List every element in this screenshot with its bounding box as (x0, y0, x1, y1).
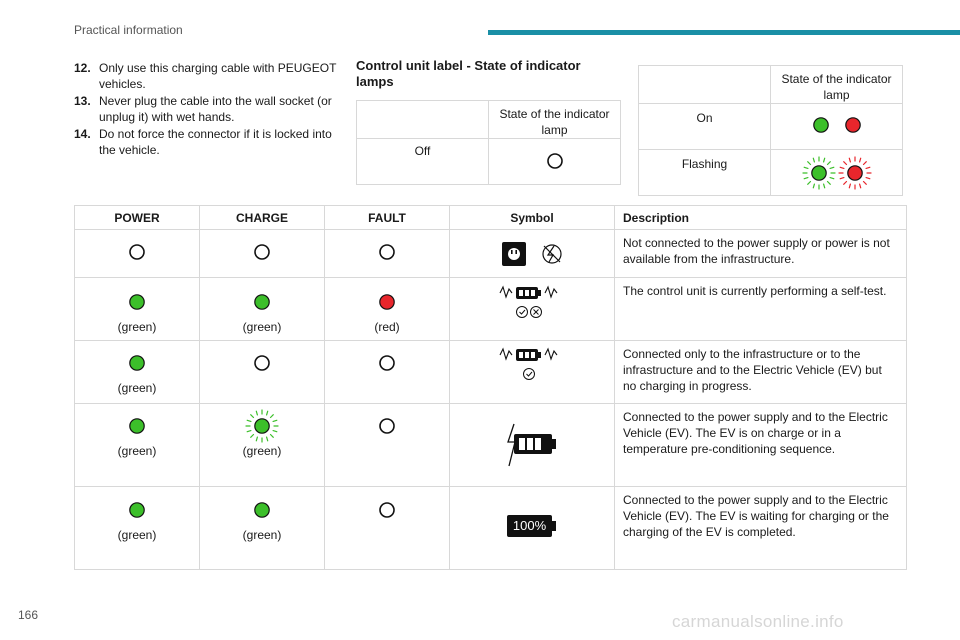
table-row (75, 230, 907, 278)
on-lamps-cell (771, 104, 903, 150)
flashing-label: Flashing (639, 150, 771, 196)
green-lamp-icon (811, 115, 831, 135)
lamp-state-header: State of the indicator lamp (489, 101, 621, 139)
header-accent-bar (488, 30, 960, 35)
lamp-color-label: (green) (117, 381, 157, 395)
description-cell: Not connected to the power supply or power is not available from the infrastructure. (615, 230, 907, 278)
symbol-cell (450, 278, 615, 341)
symbol-cell (450, 230, 615, 278)
lamp-state-header: State of the indicator lamp (771, 66, 903, 104)
lamp-off-icon (377, 242, 397, 262)
power-cell (75, 404, 200, 487)
note-number: 14. (74, 127, 91, 141)
flashing-lamps-cell (771, 150, 903, 196)
table-row (75, 278, 907, 341)
red-lamp-icon (377, 292, 397, 312)
power-cell (75, 230, 200, 278)
battery-100-percent-icon (507, 515, 557, 537)
description-cell: Connected to the power supply and to the Electric Vehicle (EV). The EV is waiting for charging or the charging of the EV is completed. (615, 487, 907, 570)
lamp-off-icon (377, 416, 397, 436)
charge-cell (200, 278, 325, 341)
battery-percentage-label: 100% (507, 515, 552, 537)
lamp-off-icon (127, 242, 147, 262)
description-cell: The control unit is currently performing a self-test. (615, 278, 907, 341)
power-cell (75, 341, 200, 404)
off-label: Off (357, 139, 489, 185)
symbol-cell (450, 341, 615, 404)
note-12 (74, 60, 346, 92)
green-lamp-icon (127, 416, 147, 436)
flashing-green-lamp-icon (802, 156, 836, 190)
power-cell (75, 487, 200, 570)
green-lamp-icon (127, 353, 147, 373)
note-text: Never plug the cable into the wall socket (or unplug it) with wet hands. (99, 94, 332, 124)
lamp-color-label: (red) (374, 320, 400, 334)
fault-cell (325, 341, 450, 404)
fault-cell (325, 404, 450, 487)
lamp-off-icon (252, 242, 272, 262)
lamp-off-table (356, 100, 621, 185)
lamp-color-label: (green) (242, 444, 282, 458)
safety-notes (74, 60, 346, 159)
description-cell: Connected to the power supply and to the Electric Vehicle (EV). The EV is on charge or in a temperature pre-conditioning sequence. (615, 404, 907, 487)
flashing-green-lamp-icon (245, 409, 279, 443)
control-unit-heading: Control unit label - State of indicator lamps (356, 58, 581, 89)
note-14 (74, 126, 346, 158)
lamp-off-icon (377, 500, 397, 520)
lamp-color-label: (green) (117, 528, 157, 542)
green-lamp-icon (127, 500, 147, 520)
empty-header-cell (357, 101, 489, 139)
lamp-color-label: (green) (117, 320, 157, 334)
fault-column-header: FAULT (325, 206, 450, 230)
lamp-color-label: (green) (242, 528, 282, 542)
table-row (75, 341, 907, 404)
symbol-cell (450, 404, 615, 487)
empty-header-cell (639, 66, 771, 104)
description-cell: Connected only to the infrastructure or to the infrastructure and to the Electric Vehicle (EV) but no charging in progress. (615, 341, 907, 404)
unplugged-plug-and-no-power-icon (500, 241, 564, 267)
lamp-off-icon (377, 353, 397, 373)
charge-cell (200, 487, 325, 570)
lamp-color-label: (green) (117, 444, 157, 458)
note-text: Do not force the connector if it is locked into the vehicle. (99, 127, 332, 157)
power-cell (75, 278, 200, 341)
on-label: On (639, 104, 771, 150)
indicator-table (74, 205, 907, 570)
fault-cell (325, 278, 450, 341)
red-lamp-icon (843, 115, 863, 135)
watermark: carmanualsonline.info (672, 612, 844, 631)
charge-cell (200, 341, 325, 404)
note-text: Only use this charging cable with PEUGEOT vehicles. (99, 61, 337, 91)
charge-cell (200, 404, 325, 487)
symbol-column-header: Symbol (450, 206, 615, 230)
note-13 (74, 93, 346, 125)
table-row (75, 404, 907, 487)
lamp-off-icon (545, 151, 565, 171)
connected-battery-check-icon (499, 346, 565, 382)
note-number: 13. (74, 94, 91, 108)
lamp-off-icon (252, 353, 272, 373)
charge-column-header: CHARGE (200, 206, 325, 230)
section-title: Practical information (74, 23, 183, 37)
power-column-header: POWER (75, 206, 200, 230)
charging-battery-icon (505, 422, 559, 468)
green-lamp-icon (252, 292, 272, 312)
battery-terminal (552, 521, 556, 531)
note-number: 12. (74, 61, 91, 75)
lamp-states-table (638, 65, 903, 196)
fault-cell (325, 487, 450, 570)
symbol-cell (450, 487, 615, 570)
off-lamp-cell (489, 139, 621, 185)
fault-cell (325, 230, 450, 278)
self-test-battery-icon (499, 284, 565, 320)
flashing-red-lamp-icon (838, 156, 872, 190)
description-column-header: Description (615, 206, 907, 230)
table-row (75, 487, 907, 570)
lamp-color-label: (green) (242, 320, 282, 334)
page-number: 166 (18, 608, 39, 622)
green-lamp-icon (127, 292, 147, 312)
charge-cell (200, 230, 325, 278)
green-lamp-icon (252, 500, 272, 520)
